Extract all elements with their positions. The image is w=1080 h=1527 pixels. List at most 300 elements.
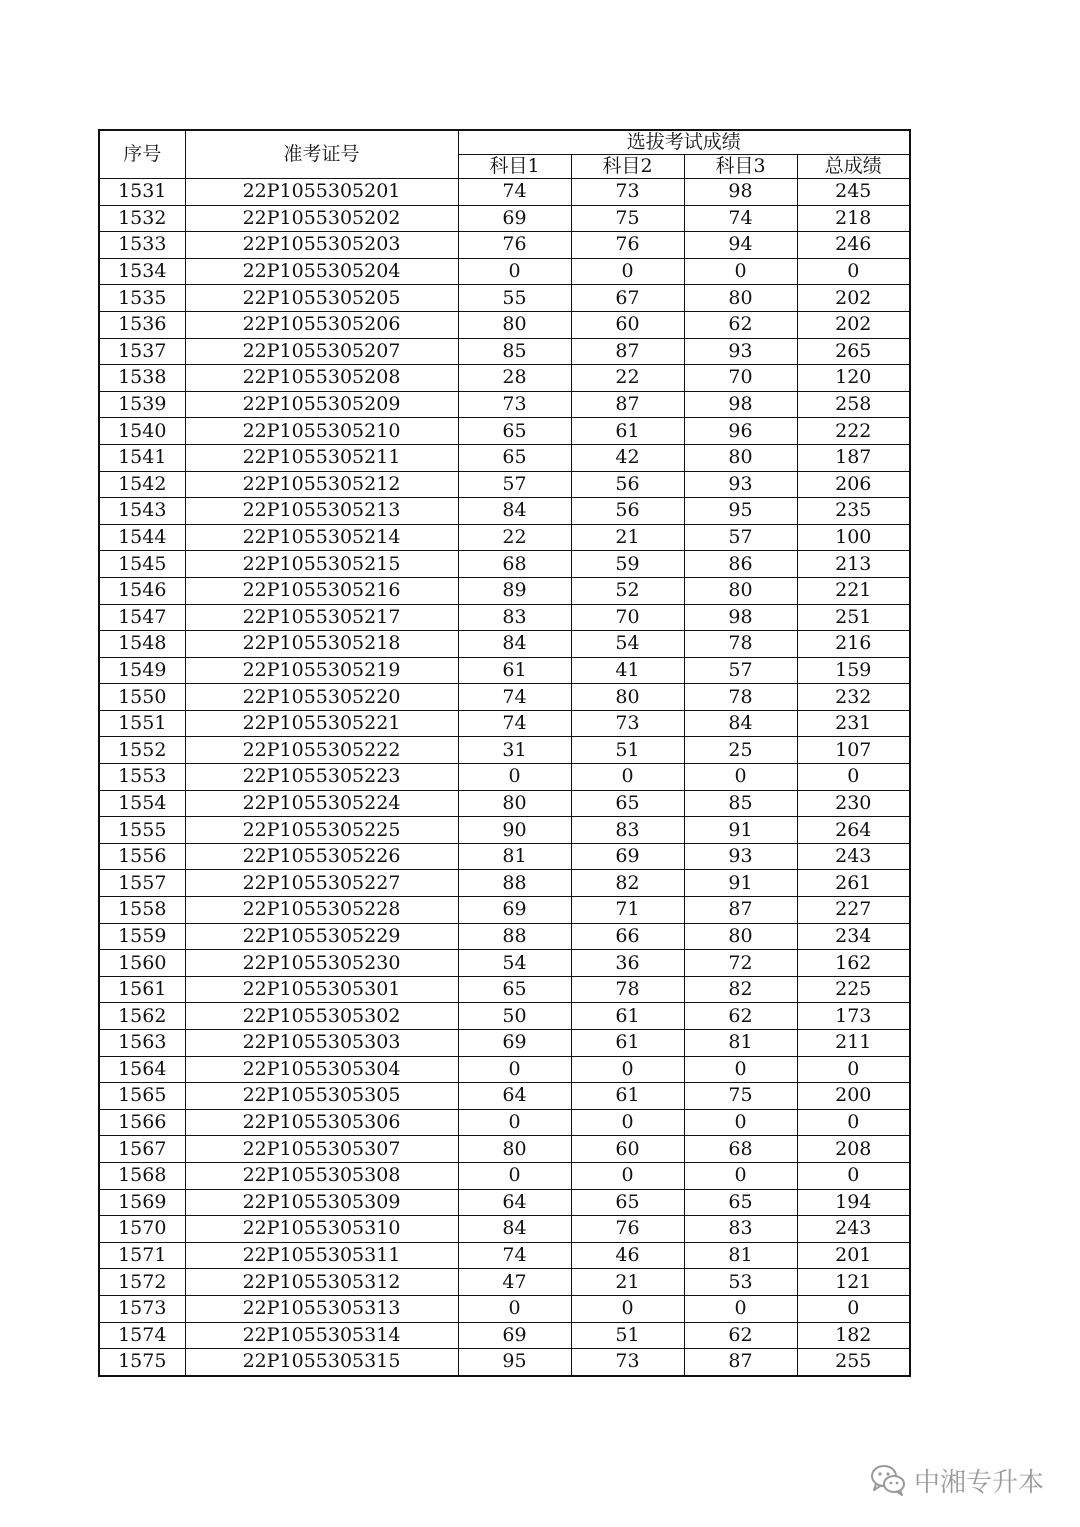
watermark-text: 中湘专升本 — [914, 1467, 1045, 1498]
seq-cell: 1552 — [99, 737, 185, 764]
seq-cell: 1575 — [99, 1349, 185, 1376]
table-row — [99, 790, 910, 817]
exam-id-cell: 22P1055305214 — [185, 524, 458, 551]
seq-cell: 1542 — [99, 471, 185, 498]
seq-cell: 1548 — [99, 631, 185, 658]
total-cell: 230 — [797, 790, 910, 817]
table-row — [99, 1349, 910, 1376]
table-row — [99, 1242, 910, 1269]
subject3-cell: 96 — [684, 418, 797, 445]
table-row — [99, 1269, 910, 1296]
subject3-cell: 75 — [684, 1083, 797, 1110]
subject2-cell: 56 — [571, 498, 684, 525]
table-row — [99, 391, 910, 418]
subject2-cell: 56 — [571, 471, 684, 498]
subject2-cell: 75 — [571, 205, 684, 232]
seq-cell: 1560 — [99, 950, 185, 977]
exam-id-cell: 22P1055305222 — [185, 737, 458, 764]
subject3-cell: 0 — [684, 1295, 797, 1322]
exam-id-cell: 22P1055305229 — [185, 923, 458, 950]
subject2-cell: 0 — [571, 1056, 684, 1083]
seq-cell: 1571 — [99, 1242, 185, 1269]
table-row — [99, 817, 910, 844]
header-subject1: 科目1 — [458, 155, 571, 179]
total-cell: 213 — [797, 551, 910, 578]
wechat-icon — [870, 1464, 906, 1496]
total-cell: 194 — [797, 1189, 910, 1216]
seq-cell: 1569 — [99, 1189, 185, 1216]
subject3-cell: 98 — [684, 391, 797, 418]
total-cell: 221 — [797, 577, 910, 604]
seq-cell: 1537 — [99, 338, 185, 365]
table-row — [99, 923, 910, 950]
exam-id-cell: 22P1055305311 — [185, 1242, 458, 1269]
table-row — [99, 232, 910, 259]
table-row — [99, 710, 910, 737]
total-cell: 265 — [797, 338, 910, 365]
table-row — [99, 657, 910, 684]
subject1-cell: 76 — [458, 232, 571, 259]
subject1-cell: 84 — [458, 631, 571, 658]
subject3-cell: 98 — [684, 179, 797, 206]
subject1-cell: 65 — [458, 418, 571, 445]
seq-cell: 1540 — [99, 418, 185, 445]
total-cell: 121 — [797, 1269, 910, 1296]
exam-id-cell: 22P1055305205 — [185, 285, 458, 312]
seq-cell: 1567 — [99, 1136, 185, 1163]
exam-id-cell: 22P1055305218 — [185, 631, 458, 658]
table-row — [99, 870, 910, 897]
subject3-cell: 81 — [684, 1030, 797, 1057]
exam-id-cell: 22P1055305219 — [185, 657, 458, 684]
subject1-cell: 73 — [458, 391, 571, 418]
subject2-cell: 36 — [571, 950, 684, 977]
exam-id-cell: 22P1055305210 — [185, 418, 458, 445]
score-table — [98, 129, 911, 1377]
table-row — [99, 258, 910, 285]
seq-cell: 1556 — [99, 843, 185, 870]
exam-id-cell: 22P1055305209 — [185, 391, 458, 418]
subject1-cell: 31 — [458, 737, 571, 764]
subject1-cell: 22 — [458, 524, 571, 551]
exam-id-cell: 22P1055305312 — [185, 1269, 458, 1296]
seq-cell: 1539 — [99, 391, 185, 418]
total-cell: 246 — [797, 232, 910, 259]
exam-id-cell: 22P1055305225 — [185, 817, 458, 844]
subject3-cell: 86 — [684, 551, 797, 578]
header-seq: 序号 — [99, 130, 185, 179]
subject2-cell: 76 — [571, 232, 684, 259]
subject3-cell: 0 — [684, 1109, 797, 1136]
exam-id-cell: 22P1055305314 — [185, 1322, 458, 1349]
subject1-cell: 0 — [458, 1109, 571, 1136]
exam-id-cell: 22P1055305207 — [185, 338, 458, 365]
subject2-cell: 66 — [571, 923, 684, 950]
table-row — [99, 1003, 910, 1030]
total-cell: 231 — [797, 710, 910, 737]
subject3-cell: 57 — [684, 657, 797, 684]
subject3-cell: 74 — [684, 205, 797, 232]
total-cell: 200 — [797, 1083, 910, 1110]
subject1-cell: 85 — [458, 338, 571, 365]
subject1-cell: 0 — [458, 1295, 571, 1322]
subject2-cell: 0 — [571, 1162, 684, 1189]
exam-id-cell: 22P1055305213 — [185, 498, 458, 525]
subject1-cell: 95 — [458, 1349, 571, 1376]
total-cell: 218 — [797, 205, 910, 232]
subject1-cell: 80 — [458, 1136, 571, 1163]
total-cell: 234 — [797, 923, 910, 950]
subject1-cell: 81 — [458, 843, 571, 870]
seq-cell: 1536 — [99, 311, 185, 338]
subject2-cell: 54 — [571, 631, 684, 658]
total-cell: 0 — [797, 1162, 910, 1189]
table-row — [99, 1083, 910, 1110]
subject3-cell: 0 — [684, 764, 797, 791]
seq-cell: 1538 — [99, 365, 185, 392]
table-row — [99, 1136, 910, 1163]
seq-cell: 1557 — [99, 870, 185, 897]
subject2-cell: 71 — [571, 897, 684, 924]
subject1-cell: 64 — [458, 1083, 571, 1110]
subject3-cell: 57 — [684, 524, 797, 551]
exam-id-cell: 22P1055305308 — [185, 1162, 458, 1189]
subject3-cell: 0 — [684, 1162, 797, 1189]
subject3-cell: 93 — [684, 338, 797, 365]
exam-id-cell: 22P1055305223 — [185, 764, 458, 791]
total-cell: 0 — [797, 1056, 910, 1083]
table-row — [99, 897, 910, 924]
exam-id-cell: 22P1055305215 — [185, 551, 458, 578]
seq-cell: 1551 — [99, 710, 185, 737]
subject3-cell: 70 — [684, 365, 797, 392]
exam-id-cell: 22P1055305206 — [185, 311, 458, 338]
table-row — [99, 976, 910, 1003]
subject3-cell: 53 — [684, 1269, 797, 1296]
seq-cell: 1555 — [99, 817, 185, 844]
exam-id-cell: 22P1055305224 — [185, 790, 458, 817]
subject1-cell: 61 — [458, 657, 571, 684]
subject2-cell: 52 — [571, 577, 684, 604]
total-cell: 258 — [797, 391, 910, 418]
seq-cell: 1545 — [99, 551, 185, 578]
table-row — [99, 604, 910, 631]
table-row — [99, 1216, 910, 1243]
seq-cell: 1574 — [99, 1322, 185, 1349]
table-row — [99, 311, 910, 338]
subject1-cell: 57 — [458, 471, 571, 498]
total-cell: 162 — [797, 950, 910, 977]
subject3-cell: 81 — [684, 1242, 797, 1269]
total-cell: 216 — [797, 631, 910, 658]
exam-id-cell: 22P1055305313 — [185, 1295, 458, 1322]
seq-cell: 1564 — [99, 1056, 185, 1083]
subject2-cell: 78 — [571, 976, 684, 1003]
total-cell: 251 — [797, 604, 910, 631]
subject3-cell: 68 — [684, 1136, 797, 1163]
seq-cell: 1570 — [99, 1216, 185, 1243]
subject1-cell: 0 — [458, 764, 571, 791]
subject2-cell: 73 — [571, 710, 684, 737]
exam-id-cell: 22P1055305201 — [185, 179, 458, 206]
subject1-cell: 69 — [458, 205, 571, 232]
subject2-cell: 21 — [571, 1269, 684, 1296]
total-cell: 100 — [797, 524, 910, 551]
total-cell: 107 — [797, 737, 910, 764]
table-row — [99, 764, 910, 791]
seq-cell: 1544 — [99, 524, 185, 551]
table-row — [99, 1056, 910, 1083]
seq-cell: 1547 — [99, 604, 185, 631]
total-cell: 243 — [797, 843, 910, 870]
table-row — [99, 285, 910, 312]
subject2-cell: 87 — [571, 338, 684, 365]
exam-id-cell: 22P1055305220 — [185, 684, 458, 711]
subject3-cell: 91 — [684, 817, 797, 844]
subject1-cell: 88 — [458, 870, 571, 897]
table-row — [99, 365, 910, 392]
seq-cell: 1550 — [99, 684, 185, 711]
subject1-cell: 69 — [458, 1030, 571, 1057]
subject2-cell: 87 — [571, 391, 684, 418]
subject3-cell: 25 — [684, 737, 797, 764]
total-cell: 235 — [797, 498, 910, 525]
total-cell: 261 — [797, 870, 910, 897]
total-cell: 0 — [797, 764, 910, 791]
subject1-cell: 69 — [458, 897, 571, 924]
subject3-cell: 80 — [684, 577, 797, 604]
seq-cell: 1554 — [99, 790, 185, 817]
table-row — [99, 418, 910, 445]
subject3-cell: 80 — [684, 444, 797, 471]
subject3-cell: 98 — [684, 604, 797, 631]
subject1-cell: 74 — [458, 710, 571, 737]
exam-id-cell: 22P1055305302 — [185, 1003, 458, 1030]
seq-cell: 1561 — [99, 976, 185, 1003]
total-cell: 0 — [797, 1295, 910, 1322]
exam-id-cell: 22P1055305310 — [185, 1216, 458, 1243]
table-row — [99, 205, 910, 232]
subject1-cell: 74 — [458, 179, 571, 206]
table-row — [99, 471, 910, 498]
total-cell: 208 — [797, 1136, 910, 1163]
subject1-cell: 84 — [458, 498, 571, 525]
exam-id-cell: 22P1055305305 — [185, 1083, 458, 1110]
table-row — [99, 843, 910, 870]
subject1-cell: 28 — [458, 365, 571, 392]
exam-id-cell: 22P1055305306 — [185, 1109, 458, 1136]
subject1-cell: 74 — [458, 684, 571, 711]
subject2-cell: 67 — [571, 285, 684, 312]
table-row — [99, 1109, 910, 1136]
table-row — [99, 498, 910, 525]
table-row — [99, 1322, 910, 1349]
exam-id-cell: 22P1055305301 — [185, 976, 458, 1003]
subject2-cell: 65 — [571, 1189, 684, 1216]
exam-id-cell: 22P1055305315 — [185, 1349, 458, 1376]
total-cell: 202 — [797, 311, 910, 338]
subject2-cell: 61 — [571, 1083, 684, 1110]
subject2-cell: 61 — [571, 1030, 684, 1057]
subject1-cell: 0 — [458, 258, 571, 285]
subject3-cell: 87 — [684, 897, 797, 924]
table-body — [99, 179, 910, 1376]
subject2-cell: 21 — [571, 524, 684, 551]
total-cell: 159 — [797, 657, 910, 684]
subject3-cell: 83 — [684, 1216, 797, 1243]
subject2-cell: 65 — [571, 790, 684, 817]
subject3-cell: 84 — [684, 710, 797, 737]
subject1-cell: 80 — [458, 311, 571, 338]
header-subject3: 科目3 — [684, 155, 797, 179]
seq-cell: 1541 — [99, 444, 185, 471]
header-subject2: 科目2 — [571, 155, 684, 179]
exam-id-cell: 22P1055305202 — [185, 205, 458, 232]
subject2-cell: 0 — [571, 764, 684, 791]
exam-id-cell: 22P1055305211 — [185, 444, 458, 471]
exam-id-cell: 22P1055305212 — [185, 471, 458, 498]
table-row — [99, 1162, 910, 1189]
exam-id-cell: 22P1055305228 — [185, 897, 458, 924]
subject2-cell: 51 — [571, 737, 684, 764]
subject3-cell: 85 — [684, 790, 797, 817]
exam-id-cell: 22P1055305227 — [185, 870, 458, 897]
exam-id-cell: 22P1055305303 — [185, 1030, 458, 1057]
exam-id-cell: 22P1055305307 — [185, 1136, 458, 1163]
subject1-cell: 64 — [458, 1189, 571, 1216]
subject1-cell: 55 — [458, 285, 571, 312]
subject1-cell: 54 — [458, 950, 571, 977]
seq-cell: 1532 — [99, 205, 185, 232]
total-cell: 227 — [797, 897, 910, 924]
subject2-cell: 51 — [571, 1322, 684, 1349]
total-cell: 222 — [797, 418, 910, 445]
seq-cell: 1559 — [99, 923, 185, 950]
subject2-cell: 82 — [571, 870, 684, 897]
subject3-cell: 72 — [684, 950, 797, 977]
seq-cell: 1535 — [99, 285, 185, 312]
subject1-cell: 83 — [458, 604, 571, 631]
seq-cell: 1573 — [99, 1295, 185, 1322]
total-cell: 264 — [797, 817, 910, 844]
header-exam-id: 准考证号 — [185, 130, 458, 179]
subject2-cell: 0 — [571, 258, 684, 285]
total-cell: 206 — [797, 471, 910, 498]
subject3-cell: 87 — [684, 1349, 797, 1376]
subject3-cell: 91 — [684, 870, 797, 897]
seq-cell: 1553 — [99, 764, 185, 791]
table-row — [99, 950, 910, 977]
subject1-cell: 0 — [458, 1162, 571, 1189]
seq-cell: 1534 — [99, 258, 185, 285]
table-row — [99, 338, 910, 365]
total-cell: 187 — [797, 444, 910, 471]
exam-id-cell: 22P1055305230 — [185, 950, 458, 977]
subject2-cell: 70 — [571, 604, 684, 631]
seq-cell: 1533 — [99, 232, 185, 259]
table-row — [99, 551, 910, 578]
subject1-cell: 50 — [458, 1003, 571, 1030]
table-row — [99, 1189, 910, 1216]
subject3-cell: 62 — [684, 311, 797, 338]
total-cell: 120 — [797, 365, 910, 392]
table-row — [99, 1030, 910, 1057]
subject3-cell: 0 — [684, 258, 797, 285]
subject2-cell: 73 — [571, 179, 684, 206]
subject3-cell: 95 — [684, 498, 797, 525]
subject2-cell: 60 — [571, 311, 684, 338]
table-row — [99, 577, 910, 604]
subject2-cell: 73 — [571, 1349, 684, 1376]
subject2-cell: 41 — [571, 657, 684, 684]
seq-cell: 1546 — [99, 577, 185, 604]
subject3-cell: 78 — [684, 631, 797, 658]
total-cell: 0 — [797, 258, 910, 285]
subject2-cell: 0 — [571, 1295, 684, 1322]
total-cell: 0 — [797, 1109, 910, 1136]
total-cell: 255 — [797, 1349, 910, 1376]
exam-id-cell: 22P1055305226 — [185, 843, 458, 870]
subject1-cell: 80 — [458, 790, 571, 817]
total-cell: 243 — [797, 1216, 910, 1243]
subject1-cell: 65 — [458, 444, 571, 471]
subject3-cell: 65 — [684, 1189, 797, 1216]
subject2-cell: 22 — [571, 365, 684, 392]
seq-cell: 1563 — [99, 1030, 185, 1057]
subject1-cell: 74 — [458, 1242, 571, 1269]
subject2-cell: 76 — [571, 1216, 684, 1243]
subject2-cell: 80 — [571, 684, 684, 711]
total-cell: 182 — [797, 1322, 910, 1349]
seq-cell: 1558 — [99, 897, 185, 924]
subject2-cell: 69 — [571, 843, 684, 870]
subject3-cell: 94 — [684, 232, 797, 259]
total-cell: 232 — [797, 684, 910, 711]
total-cell: 202 — [797, 285, 910, 312]
total-cell: 225 — [797, 976, 910, 1003]
table-row — [99, 444, 910, 471]
exam-id-cell: 22P1055305216 — [185, 577, 458, 604]
exam-id-cell: 22P1055305217 — [185, 604, 458, 631]
seq-cell: 1549 — [99, 657, 185, 684]
subject1-cell: 69 — [458, 1322, 571, 1349]
seq-cell: 1565 — [99, 1083, 185, 1110]
subject2-cell: 61 — [571, 418, 684, 445]
exam-id-cell: 22P1055305221 — [185, 710, 458, 737]
table-row — [99, 737, 910, 764]
subject3-cell: 80 — [684, 923, 797, 950]
table-row — [99, 179, 910, 206]
exam-id-cell: 22P1055305304 — [185, 1056, 458, 1083]
total-cell: 245 — [797, 179, 910, 206]
subject1-cell: 88 — [458, 923, 571, 950]
subject3-cell: 93 — [684, 843, 797, 870]
seq-cell: 1562 — [99, 1003, 185, 1030]
subject1-cell: 47 — [458, 1269, 571, 1296]
table-row — [99, 1295, 910, 1322]
total-cell: 173 — [797, 1003, 910, 1030]
subject3-cell: 80 — [684, 285, 797, 312]
subject2-cell: 60 — [571, 1136, 684, 1163]
subject3-cell: 82 — [684, 976, 797, 1003]
subject3-cell: 0 — [684, 1056, 797, 1083]
subject2-cell: 61 — [571, 1003, 684, 1030]
seq-cell: 1543 — [99, 498, 185, 525]
subject3-cell: 62 — [684, 1003, 797, 1030]
subject2-cell: 0 — [571, 1109, 684, 1136]
header-total: 总成绩 — [797, 155, 910, 179]
subject1-cell: 89 — [458, 577, 571, 604]
